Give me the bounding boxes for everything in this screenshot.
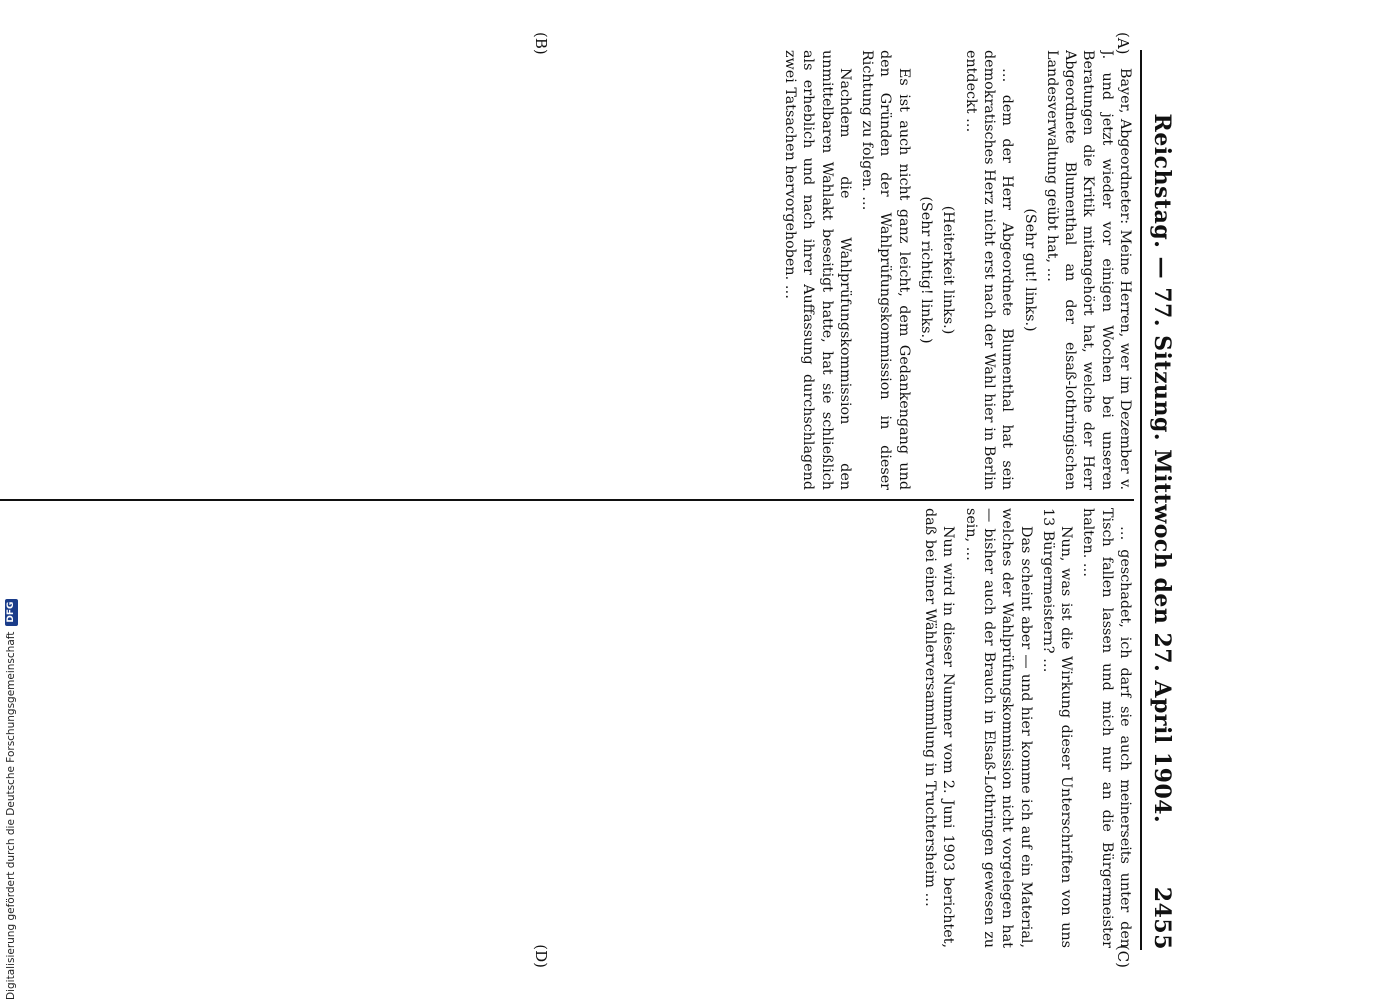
paragraph: Nun, was ist die Wirkung dieser Unterschriften von uns 13 Bürgermeistern? … bbox=[1039, 508, 1075, 948]
margin-marker-b: (B) bbox=[532, 32, 550, 55]
right-column bbox=[0, 508, 1134, 948]
paragraph: Bayer, Abgeordneter: Meine Herren, wer im Dezember v. J. und jetzt wieder vor einigen Wochen bei unseren Beratungen die Kritik mitangehört hat, welche der Herr Abgeordnete Blumenthal an der elsaß-lothringischen Landesverwaltung geübt hat, … bbox=[1043, 50, 1133, 490]
digitization-credit bbox=[2, 0, 20, 1000]
page-number: 2455 bbox=[1149, 886, 1175, 950]
margin-marker-a: (A) bbox=[1114, 32, 1132, 55]
left-column bbox=[0, 50, 1134, 490]
paragraph: (Heiterkeit links.) bbox=[940, 205, 957, 335]
paragraph: Das scheint aber — und hier komme ich auf ein Material, welches der Wahlprüfungskommission nicht vorgelegen hat — bisher auch der Brauch in Elsaß-Lothringen gewesen zu sein, … bbox=[962, 508, 1034, 948]
dfg-logo-icon: DFG bbox=[5, 599, 18, 626]
paragraph: (Sehr richtig! links.) bbox=[918, 196, 935, 344]
margin-marker-d: (D) bbox=[532, 944, 550, 968]
margin-marker-c: (C) bbox=[1114, 944, 1132, 968]
paragraph: Nachdem die Wahlprüfungskommission den unmittelbaren Wahlakt beseitigt hatte, hat sie schließlich als erheblich und nach ihrer Auffassung durchschlagend zwei Tatsachen hervorgehoben. … bbox=[781, 50, 853, 490]
paragraph: Nun wird in dieser Nummer vom 2. Juni 1903 berichtet, daß bei einer Wählerversammlung in Truchtersheim … bbox=[922, 508, 957, 948]
paragraph: Es ist auch nicht ganz leicht, dem Gedankengang und den Gründen der Wahlprüfungskommission in dieser Richtung zu folgen. … bbox=[859, 50, 912, 490]
paragraph: (Sehr gut! links.) bbox=[1021, 208, 1038, 332]
page-header bbox=[1140, 50, 1182, 950]
page-title: Reichstag. — 77. Sitzung. Mittwoch den 27. April 1904. bbox=[1149, 113, 1175, 824]
document-page bbox=[0, 30, 1190, 970]
credit-text: Digitalisierung gefördert durch die Deutsche Forschungsgemeinschaft bbox=[5, 631, 17, 1000]
paragraph: … dem der Herr Abgeordnete Blumenthal hat sein demokratisches Herz nicht erst nach der Wahl hier in Berlin entdeckt … bbox=[962, 50, 1016, 490]
paragraph: … geschadet, ich darf sie auch meinerseits unter den Tisch fallen lassen und mich nur an die Bürgermeister halten. … bbox=[1080, 508, 1133, 948]
column-divider bbox=[0, 499, 1134, 501]
